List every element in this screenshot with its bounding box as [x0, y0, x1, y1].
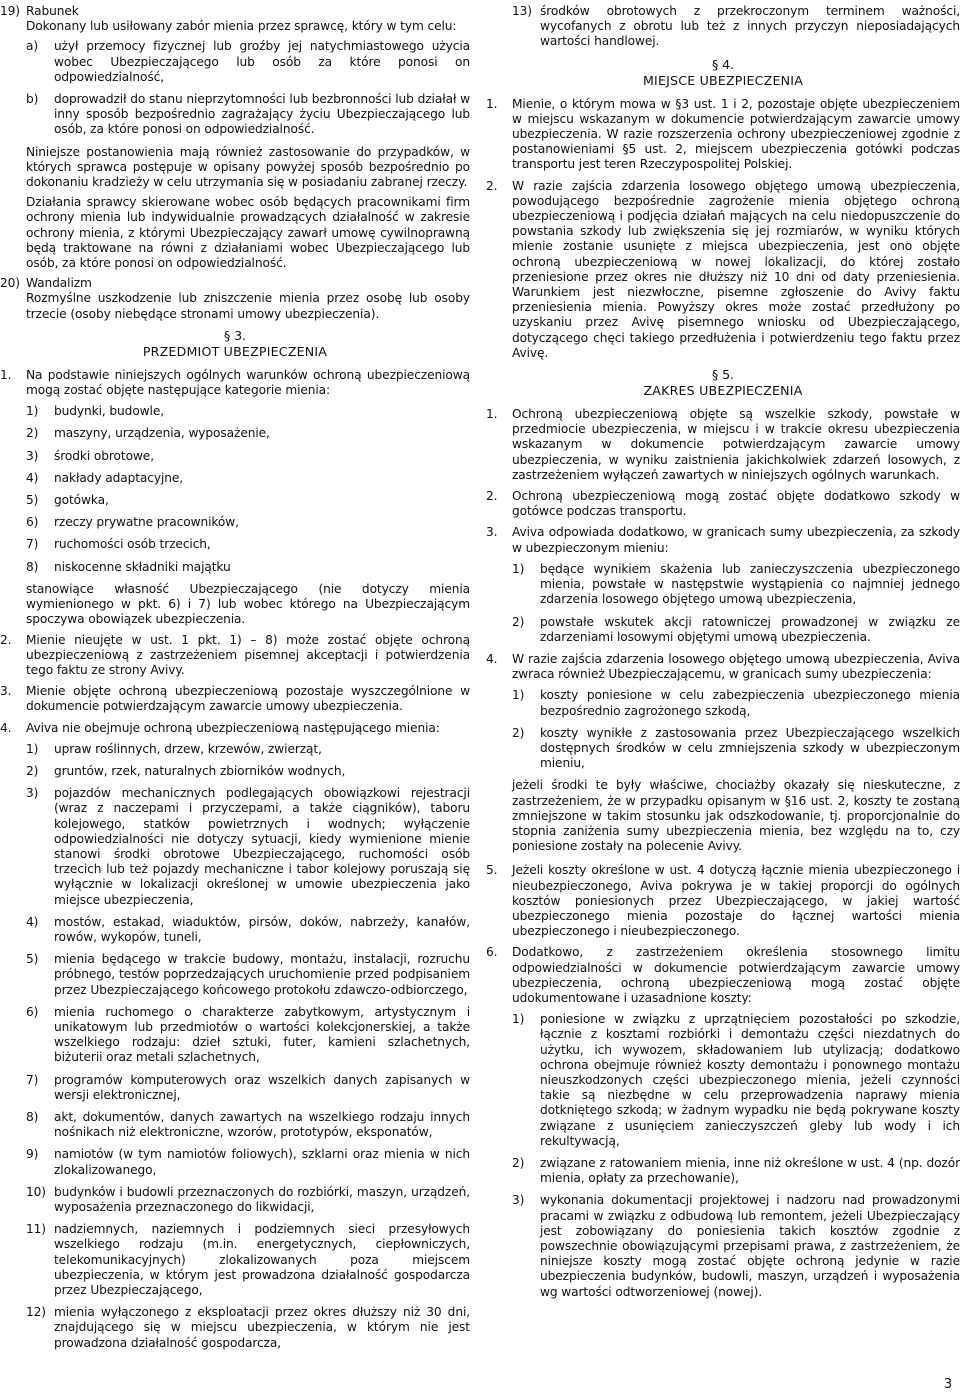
list-item: 7) programów komputerowych oraz wszelkich danych zapisanych w wersji elektronicznej,	[26, 1072, 470, 1102]
numbered-paragraph: 3. Mienie objęte ochroną ubezpieczeniową pozostaje wyszczególnione w dokumencie potwierdzającym zawarcie umowy ubezpieczenia.	[0, 684, 470, 714]
list-item: 1) koszty poniesione w celu zabezpieczenia ubezpieczonego mienia bezpośrednio zagrożonego szkodą,	[512, 688, 960, 718]
list-item: 4) nakłady adaptacyjne,	[26, 470, 184, 485]
list-item: 2) gruntów, rzek, naturalnych zbiorników wodnych,	[26, 763, 346, 778]
numbered-paragraph: 1. Ochroną ubezpieczeniową objęte są wszelkie szkody, powstałe w przedmiocie ubezpieczenia, w miejscu i w trakcie okresu ubezpieczenia wskazanym w dokumencie potwierdzającym zawarcie umowy ubezpieczenia, w wyniku zaistnienia jakichkolwiek zdarzeń losowych, z zastrzeżeniem wyłączeń zawartych w niniejszych ogólnych warunkach.	[486, 407, 960, 482]
definition-20-heading	[0, 276, 470, 291]
paragraph: Niniejsze postanowienia mają również zastosowanie do przypadków, w których sprawca postępuje w opisany powyżej sposób bezpośrednio po dokonaniu kradzieży w celu utrzymania się w posiadaniu zabranej rzeczy.	[26, 144, 470, 190]
list-item: 13) środków obrotowych z przekroczonym terminem ważności, wycofanych z obrotu lub też z innych przyczyn nieposiadających wartości handlowej.	[512, 4, 960, 49]
list-item: 7) ruchomości osób trzecich,	[26, 537, 211, 552]
list-item: b) doprowadził do stanu nieprzytomności lub bezbronności lub działał w inny sposób bezpośrednio zagrażający życiu Ubezpieczającego lub osób, za które ponosi on odpowiedzialność.	[26, 92, 470, 137]
section-title: ZAKRES UBEZPIECZENIA	[643, 383, 803, 399]
section-heading-5	[486, 367, 960, 399]
list-item: 3) środki obrotowe,	[26, 448, 154, 463]
list-item: 1) poniesione w związku z uprzątnięciem pozostałości po szkodzie, łącznie z kosztami rozbiórki i demontażu części niezdatnych do użytku, ich wywozem, składowaniem lub utylizacją; dodatkowo ochrona obejmuje również koszty demontażu i ponownego montażu nieuszkodzonych części ubezpieczonego mienia, jeżeli czynności takie są niezbędne w celu przeprowadzenia naprawy mienia dotkniętego szkodą; w żadnym wypadku nie będą pokrywane koszty związane z usunięciem zanieczyszczeń gleby lub wody i ich rekultywacją,	[512, 1012, 960, 1148]
list-item: 8) niskocenne składniki majątku	[26, 559, 231, 574]
list-item: 1) będące wynikiem skażenia lub zanieczyszczenia ubezpieczonego mienia, powstałe w następstwie wystąpienia co najmniej jednego zdarzenia losowego objętego umową ubezpieczenia,	[512, 561, 960, 607]
definition-19-heading	[0, 4, 470, 19]
numbered-paragraph: 1. Mienie, o którym mowa w §3 ust. 1 i 2, pozostaje objęte ubezpieczeniem w miejscu wskazanym w dokumencie potwierdzającym zawarcie umowy ubezpieczenia. W razie rozszerzenia ochrony ubezpieczeniowej zgodnie z postanowieniami §5 ust. 2, miejscem ubezpieczenia gotówki podczas transportu jest teren Rzeczypospolitej Polskiej.	[486, 96, 960, 172]
numbered-paragraph: 2. Mienie nieujęte w ust. 1 pkt. 1) – 8) może zostać objęte ochroną ubezpieczeniową z zastrzeżeniem pisemnej akceptacji i potwierdzenia tego faktu ze strony Avivy.	[0, 632, 470, 677]
list-item: 2) maszyny, urządzenia, wyposażenie,	[26, 426, 270, 441]
numbered-paragraph: 2. W razie zajścia zdarzenia losowego objętego umową ubezpieczenia, powodującego bezpośrednie zagrożenie mienia objętego ochroną ubezpieczeniową i podjęcia działań mających na celu niedopuszczenie do powstania szkody lub zwiększenia się jej rozmiarów, w wyniku których mienie zostanie usunięte z miejsca ubezpieczenia, jest ono objęte ochroną ubezpieczeniową w nowej lokalizacji, do której zostało przeniesione przez okres nie dłuższy niż 10 dni od daty przeniesienia. Warunkiem jest niezwłoczne, pisemne zgłoszenie do Avivy faktu przeniesienia mienia. Powyższy okres może zostać przedłużony po uzyskaniu przez Avivę pisemnego wniosku od Ubezpieczającego, dotyczącego chęci takiego przedłużenia i potwierdzeniu tego faktu przez Avivę.	[486, 178, 960, 360]
page-number: 3	[943, 1376, 952, 1392]
numbered-paragraph: 6. Dodatkowo, z zastrzeżeniem określenia stosownego limitu odpowiedzialności w dokumencie potwierdzającym zawarcie umowy ubezpieczenia, ochroną ubezpieczeniową mogą zostać objęte udokumentowane i uzasadnione koszty:	[486, 945, 960, 1005]
list-item: 9) namiotów (w tym namiotów foliowych), szklarni oraz mienia w nich zlokalizowanego,	[26, 1147, 470, 1177]
paragraph: Rozmyślne uszkodzenie lub zniszczenie mienia przez osobę lub osoby trzecie (osoby niebędące stronami umowy ubezpieczenia).	[26, 291, 470, 321]
section-number: § 5.	[712, 367, 734, 383]
paragraph: stanowiące własność Ubezpieczającego (nie dotyczy mienia wymienionego w pkt. 6) i 7) lub wobec którego na Ubezpieczającym spoczywa obowiązek ubezpieczenia.	[26, 581, 470, 627]
section-title: PRZEDMIOT UBEZPIECZENIA	[142, 343, 328, 359]
list-item: 12) mienia wyłączonego z eksploatacji przez okres dłuższy niż 30 dni, znajdującego się w miejscu ubezpieczenia, w którym nie jest prowadzona działalność gospodarcza,	[26, 1305, 470, 1350]
definition-title: Rabunek	[26, 4, 79, 18]
section-number: § 4.	[712, 56, 734, 72]
list-item: 6) rzeczy prywatne pracowników,	[26, 515, 239, 530]
definition-number: 19)	[0, 4, 20, 18]
list-item: 2) związane z ratowaniem mienia, inne niż określone w ust. 4 (np. dozór mienia, opłaty za przechowanie),	[512, 1156, 960, 1186]
list-item: 3) wykonania dokumentacji projektowej i nadzoru nad prowadzonymi pracami w związku z odbudową lub remontem, jeżeli Ubezpieczający jest zobowiązany do poniesienia takich kosztów zgodnie z powszechnie obowiązującymi przepisami prawa, z zastrzeżeniem, że niniejsze koszty mogą zostać objęte ochroną jedynie w razie ubezpieczenia budynków, budowli, maszyn, urządzeń i wyposażenia wg wartości odtworzeniowej (nowej).	[512, 1193, 960, 1299]
list-item: 5) gotówka,	[26, 493, 109, 508]
list-item: 10) budynków i budowli przeznaczonych do rozbiórki, maszyn, urządzeń, wyposażenia przeznaczonego do likwidacji,	[26, 1184, 470, 1214]
section-number: § 3.	[224, 327, 246, 343]
definition-number: 20)	[0, 276, 20, 291]
list-item: 6) mienia ruchomego o charakterze zabytkowym, artystycznym i unikatowym lub przedmiotów o wartości kolekcjonerskiej, a także wszelkiego rodzaju: dzieł sztuki, futer, kamieni szlachetnych, biżuterii oraz metali szlachetnych,	[26, 1004, 470, 1065]
list-item: 1) upraw roślinnych, drzew, krzewów, zwierząt,	[26, 741, 322, 756]
section-title: MIEJSCE UBEZPIECZENIA	[642, 72, 804, 88]
numbered-paragraph: 3. Aviva odpowiada dodatkowo, w granicach sumy ubezpieczenia, za szkody w ubezpieczonym mieniu:	[486, 525, 960, 555]
right-column	[486, 4, 960, 1307]
list-item: 2) koszty wynikłe z zastosowania przez Ubezpieczającego wszelkich dostępnych środków w celu zmniejszenia szkody w ubezpieczonym mieniu,	[512, 725, 960, 771]
list-item: 11) nadziemnych, naziemnych i podziemnych sieci przesyłowych wszelkiego rodzaju (m.in. energetycznych, ciepłowniczych, telekomunikacyjnych) zlokalizowanych poza miejscem ubezpieczenia, w którym jest prowadzona działalność gospodarcza przez Ubezpieczającego,	[26, 1222, 470, 1298]
paragraph: jeżeli środki te były właściwe, chociażby okazały się nieskuteczne, z zastrzeżeniem, że w przypadku opisanym w §16 ust. 2, koszty te zostaną zmniejszone w takim stosunku jak odszkodowanie, tj. proporcjonalnie do stopnia zaniżenia sumy ubezpieczenia mienia, bez względu na to, czy poniesione zostały na polecenie Avivy.	[512, 778, 960, 854]
definition-intro: Dokonany lub usiłowany zabór mienia przez sprawcę, który w tym celu:	[26, 19, 457, 34]
list-item: 8) akt, dokumentów, danych zawartych na wszelkiego rodzaju innych nośnikach niż elektroniczne, wzorów, prototypów, eksponatów,	[26, 1109, 470, 1140]
paragraph: Działania sprawcy skierowane wobec osób będących pracownikami firm ochrony mienia lub indywidualnie prowadzących działalność w zakresie ochrony mienia, z którymi Ubezpieczający zawarł umowę cywilnoprawną będą traktowane na równi z działaniami wobec Ubezpieczającego lub osób, za które ponosi on odpowiedzialność.	[26, 195, 470, 271]
numbered-paragraph: 4. Aviva nie obejmuje ochroną ubezpieczeniową następującego mienia:	[0, 720, 440, 735]
numbered-paragraph: 5. Jeżeli koszty określone w ust. 4 dotyczą łącznie mienia ubezpieczonego i nieubezpieczonego, Aviva pokrywa je w takiej proporcji do ogólnych kosztów poniesionych przez Ubezpieczającego, w jakiej wartość ubezpieczonego mienia pozostaje do łącznej wartości mienia ubezpieczonego i nieubezpieczonego.	[486, 863, 960, 939]
list-item: 1) budynki, budowle,	[26, 404, 165, 419]
numbered-paragraph: 1. Na podstawie niniejszych ogólnych warunków ochroną ubezpieczeniową mogą zostać objęte następujące kategorie mienia:	[0, 367, 470, 398]
list-item: 5) mienia będącego w trakcie budowy, montażu, instalacji, rozruchu próbnego, testów poprzedzających uruchomienie przed podpisaniem przez Ubezpieczającego końcowego protokołu zdawczo-odbiorczego,	[26, 952, 470, 997]
definition-title: Wandalizm	[26, 276, 92, 291]
section-heading-3	[0, 328, 470, 360]
list-item: 3) pojazdów mechanicznych podlegających obowiązkowi rejestracji (wraz z naczepami i przyczepami, a także ciągników), taboru kolejowego, statków powietrznych i wodnych; wyłączenie odpowiedzialności nie dotyczy sytuacji, kiedy wymienione mienie stanowi środki obrotowe Ubezpieczającego, ruchomości osób trzecich lub też pojazdy mechaniczne i tabor kolejowy poruszają się wyłącznie w lokalizacji określonej w umowie ubezpieczenia jako miejsce ubezpieczenia,	[26, 786, 470, 907]
numbered-paragraph: 4. W razie zajścia zdarzenia losowego objętego umową ubezpieczenia, Aviva zwraca również Ubezpieczającemu, w granicach sumy ubezpieczenia:	[486, 651, 960, 682]
left-column	[0, 4, 470, 1358]
list-item: 4) mostów, estakad, wiaduktów, pirsów, doków, nabrzeży, kanałów, rowów, wykopów, tuneli,	[26, 914, 470, 944]
section-heading-4	[486, 57, 960, 89]
list-item: 2) powstałe wskutek akcji ratowniczej prowadzonej w związku ze zdarzeniami losowymi objętymi umową ubezpieczenia.	[512, 614, 960, 644]
numbered-paragraph: 2. Ochroną ubezpieczeniową mogą zostać objęte dodatkowo szkody w gotówce podczas transportu.	[486, 489, 960, 519]
list-item: a) użył przemocy fizycznej lub groźby jej natychmiastowego użycia wobec Ubezpieczającego lub osób za które ponosi on odpowiedzialność,	[26, 39, 470, 84]
